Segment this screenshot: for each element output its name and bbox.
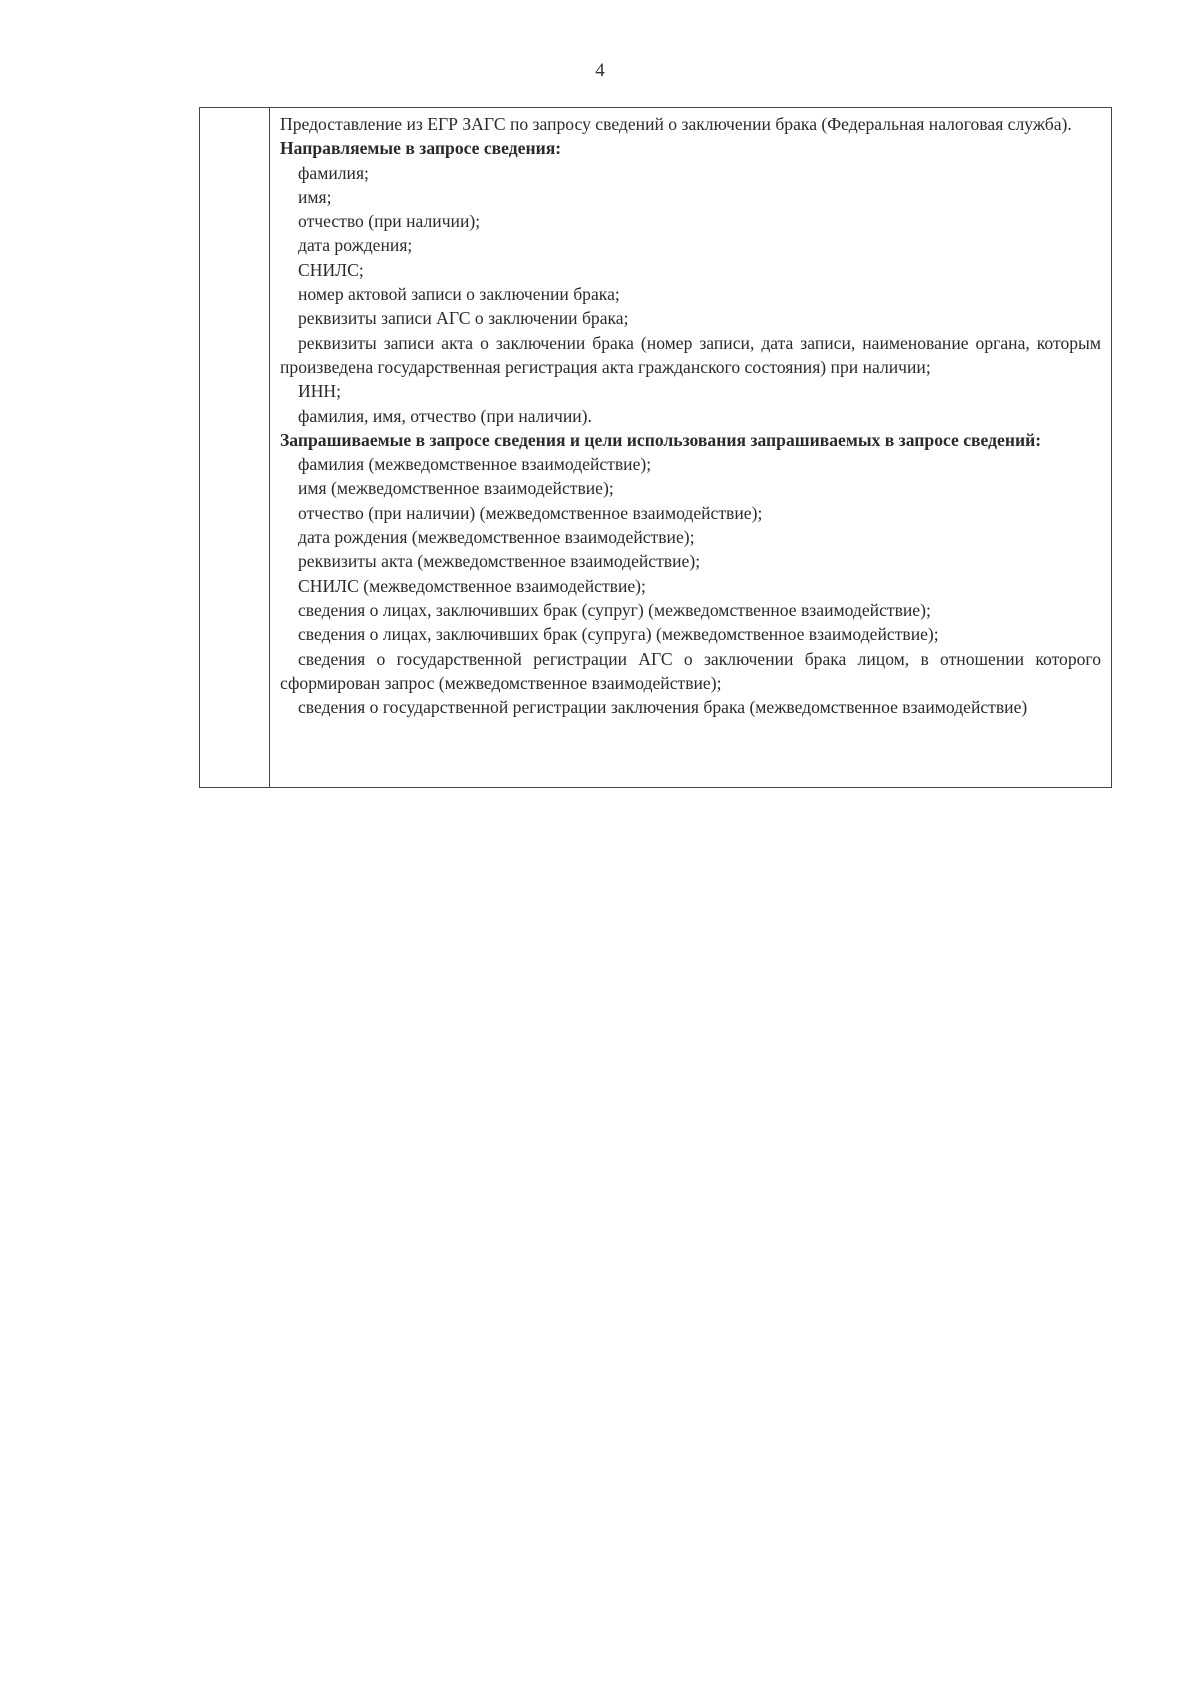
list-item: сведения о лицах, заключивших брак (супруг) (межведомственное взаимодействие);: [298, 599, 931, 620]
list-item: дата рождения (межведомственное взаимодействие);: [298, 527, 695, 548]
list-item: СНИЛС (межведомственное взаимодействие);: [298, 575, 646, 596]
list-item: сведения о лицах, заключивших брак (супруга) (межведомственное взаимодействие);: [298, 624, 939, 645]
table-cell-empty: [200, 108, 270, 787]
list-item: СНИЛС;: [298, 259, 364, 280]
list-item: реквизиты акта (межведомственное взаимодействие);: [298, 551, 701, 572]
list-item: отчество (при наличии);: [298, 211, 481, 232]
list-item: реквизиты записи акта о заключении брака (номер записи, дата записи, наименование органа, которым произведена государственная регистрация акта гражданского состояния) при наличии;: [280, 332, 1101, 377]
page-number: 4: [595, 60, 605, 81]
list-item: сведения о государственной регистрации заключения брака (межведомственное взаимодействие): [298, 697, 1028, 718]
requested-heading: Запрашиваемые в запросе сведения и цели использования запрашиваемых в запросе сведений:: [280, 429, 1042, 450]
list-item: фамилия, имя, отчество (при наличии).: [298, 405, 592, 426]
list-item: реквизиты записи АГС о заключении брака;: [298, 308, 629, 329]
intro-text: Предоставление из ЕГР ЗАГС по запросу сведений о заключении брака (Федеральная налоговая служба).: [280, 114, 1072, 134]
list-item: фамилия (межведомственное взаимодействие);: [298, 454, 652, 475]
list-item: имя;: [298, 186, 332, 207]
content-table: [199, 107, 1112, 788]
table-cell-content: [270, 108, 1111, 787]
list-item: дата рождения;: [298, 235, 413, 256]
list-item: номер актовой записи о заключении брака;: [298, 284, 620, 305]
list-item: фамилия;: [298, 162, 369, 183]
sent-heading: Направляемые в запросе сведения:: [280, 138, 562, 159]
list-item: имя (межведомственное взаимодействие);: [298, 478, 614, 499]
list-item: отчество (при наличии) (межведомственное взаимодействие);: [298, 502, 763, 523]
list-item: сведения о государственной регистрации АГС о заключении брака лицом, в отношении которого сформирован запрос (межведомственное взаимодействие);: [280, 648, 1101, 693]
list-item: ИНН;: [298, 381, 342, 402]
